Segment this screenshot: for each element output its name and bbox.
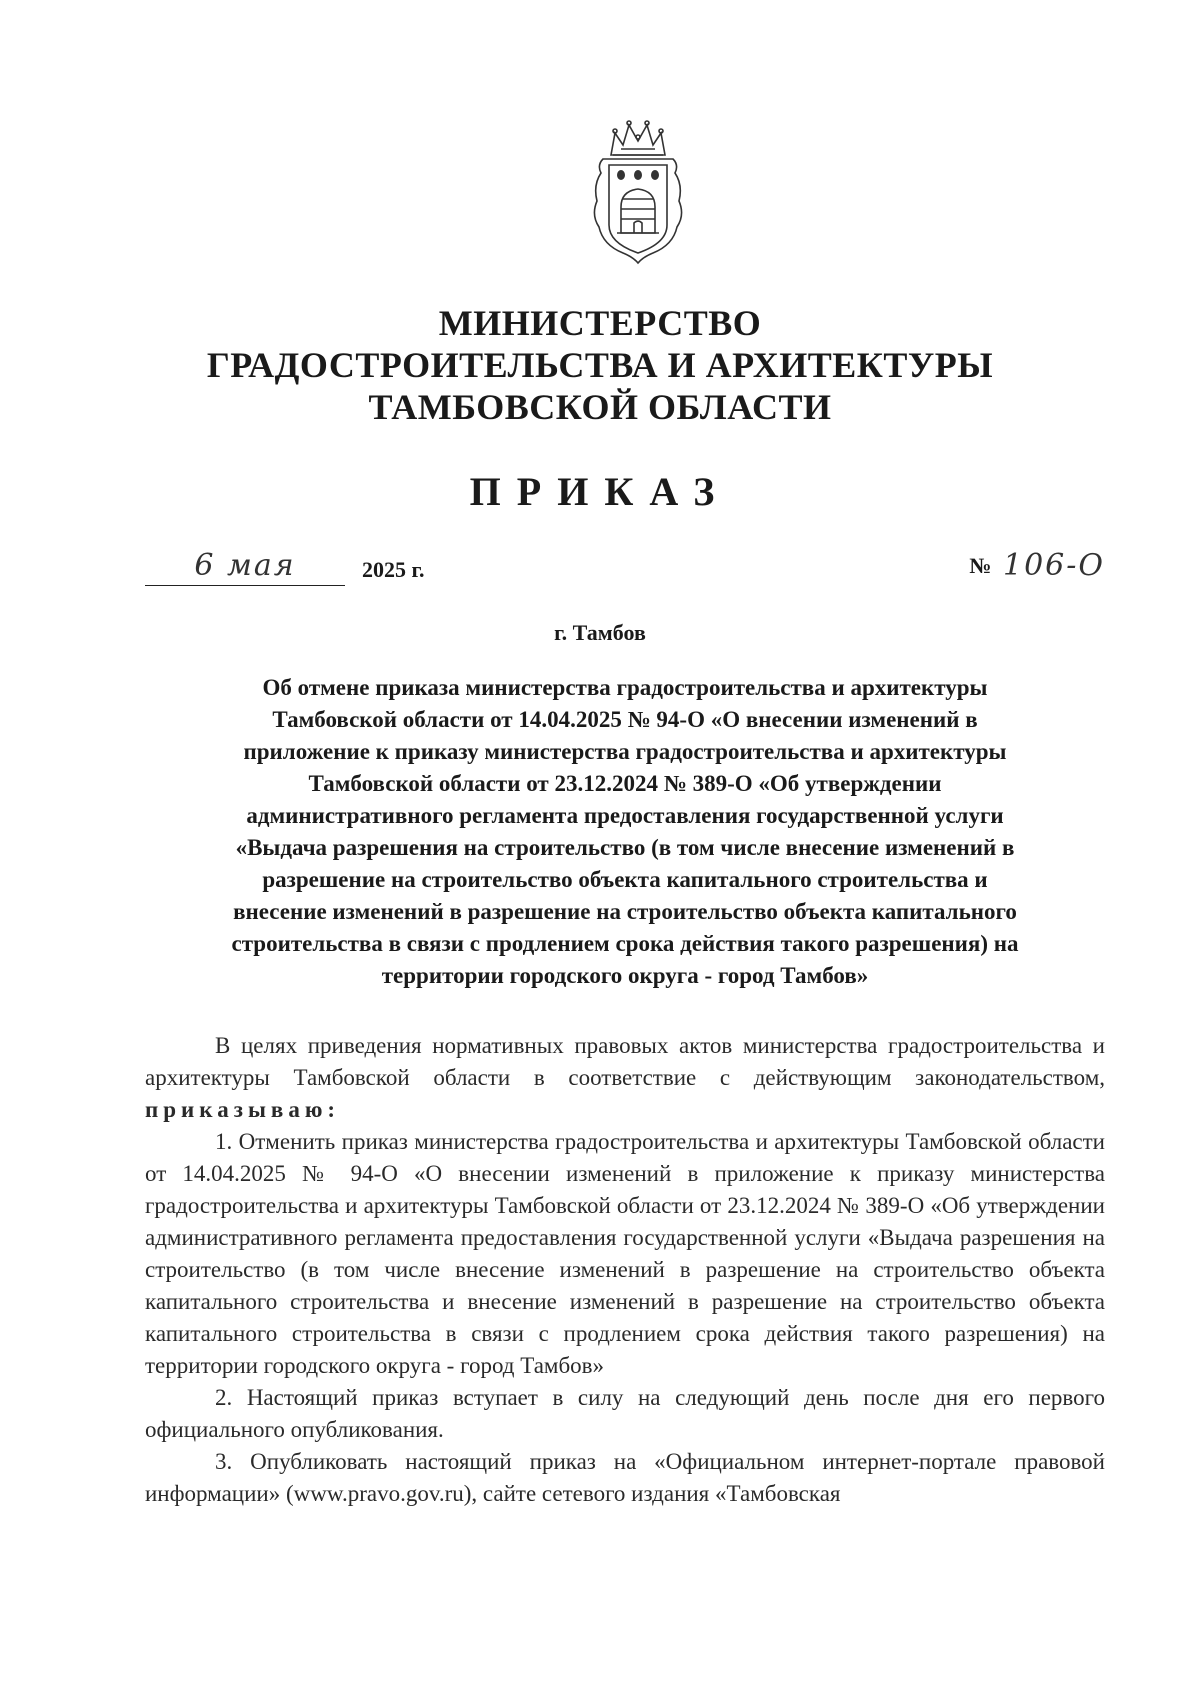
subject-line: административного регламента предоставления государственной услуги <box>246 803 1004 828</box>
city-name: г. Тамбов <box>554 620 646 645</box>
date-field <box>145 547 345 586</box>
ministry-name <box>0 302 1200 428</box>
ministry-line-2: ГРАДОСТРОИТЕЛЬСТВА И АРХИТЕКТУРЫ <box>206 345 994 385</box>
subject-line: разрешение на строительство объекта капитального строительства и <box>262 867 988 892</box>
document-number <box>969 547 1105 585</box>
subject-line: Тамбовской области от 14.04.2025 № 94-О «О внесении изменений в <box>272 707 978 732</box>
subject-line: «Выдача разрешения на строительство (в том числе внесение изменений в <box>235 835 1015 860</box>
order-body <box>145 1030 1105 1510</box>
handwritten-date: 6 мая <box>194 548 296 583</box>
ministry-line-1: МИНИСТЕРСТВО <box>438 303 762 343</box>
date-year: 2025 г. <box>362 557 425 582</box>
subject-line: внесение изменений в разрешение на строительство объекта капитального <box>233 899 1017 924</box>
number-label: № <box>969 553 992 578</box>
date-number-row <box>145 547 1105 587</box>
document-type-title: ПРИКАЗ <box>469 469 731 514</box>
order-keyword: приказываю: <box>145 1097 341 1122</box>
coat-of-arms-icon <box>583 115 693 265</box>
item-1-paragraph: 1. Отменить приказ министерства градостроительства и архитектуры Тамбовской области от 14.04.2025 № 94-О «О внесении изменений в приложение к приказу министерства градостроительства и архитектуры Тамбовской области от 23.12.2024 № 389-О «Об утверждении административного регламента предоставления государственной услуги «Выдача разрешения на строительство (в том числе внесение изменений в разрешение на строительство объекта капитального строительства и внесение изменений в разрешение на строительство объекта капитального строительства в связи с продлением срока действия такого разрешения) на территории городского округа - город Тамбов» <box>145 1129 1105 1378</box>
intro-text: В целях приведения нормативных правовых актов министерства градостроительства и архитектуры Тамбовской области в соответствие с действующим законодательством, <box>145 1033 1105 1090</box>
subject-line: приложение к приказу министерства градостроительства и архитектуры <box>243 739 1007 764</box>
subject-line: Об отмене приказа министерства градостроительства и архитектуры <box>262 675 988 700</box>
subject-line: Тамбовской области от 23.12.2024 № 389-О «Об утверждении <box>308 771 942 796</box>
subject-line: территории городского округа - город Тамбов» <box>381 963 869 988</box>
order-subject <box>140 672 1110 992</box>
item-2-paragraph: 2. Настоящий приказ вступает в силу на следующий день после дня его первого официального опубликования. <box>145 1385 1105 1442</box>
ministry-line-3: ТАМБОВСКОЙ ОБЛАСТИ <box>368 387 832 427</box>
handwritten-number: 106-О <box>1003 548 1105 583</box>
subject-line: строительства в связи с продлением срока действия такого разрешения) на <box>231 931 1019 956</box>
item-3-paragraph: 3. Опубликовать настоящий приказ на «Официальном интернет-портале правовой информации» (www.pravo.gov.ru), сайте сетевого издания «Тамбовская <box>145 1449 1105 1506</box>
intro-paragraph <box>145 1030 1105 1126</box>
